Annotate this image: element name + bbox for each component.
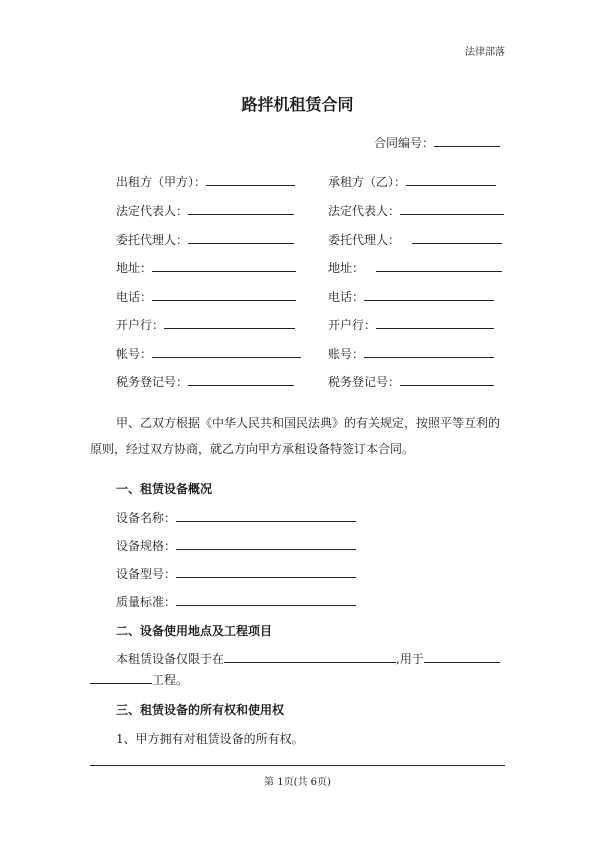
lessee-phone-blank[interactable] bbox=[364, 288, 494, 301]
equipment-model-blank[interactable] bbox=[176, 565, 356, 578]
lessor-address-field bbox=[116, 259, 296, 276]
quality-standard-field bbox=[116, 593, 356, 610]
lessor-tax-blank[interactable] bbox=[188, 373, 294, 386]
usage-project-line bbox=[90, 671, 188, 688]
header-brand: 法律部落 bbox=[465, 47, 505, 58]
lessee-address-blank[interactable] bbox=[376, 259, 502, 272]
lessor-name-field bbox=[116, 173, 295, 190]
lessee-agent-blank[interactable] bbox=[412, 231, 502, 244]
field-label: 质量标准： bbox=[116, 595, 177, 609]
usage-text-b: ,用于 bbox=[396, 652, 424, 666]
field-label: 法定代表人： bbox=[116, 204, 189, 218]
field-label: 电话： bbox=[328, 290, 365, 304]
lessee-phone-field bbox=[328, 288, 494, 305]
field-label: 账号： bbox=[328, 347, 365, 361]
lessor-address-blank[interactable] bbox=[152, 259, 296, 272]
section-1-title: 一、租赁设备概况 bbox=[116, 482, 213, 496]
lessor-agent-blank[interactable] bbox=[188, 231, 294, 244]
field-label: 法定代表人： bbox=[328, 204, 401, 218]
section-2-title: 二、设备使用地点及工程项目 bbox=[116, 624, 273, 638]
field-label: 委托代理人： bbox=[116, 233, 189, 247]
section-3-title: 三、租赁设备的所有权和使用权 bbox=[116, 703, 285, 717]
section-3-item-1: 1、甲方拥有对租赁设备的所有权。 bbox=[116, 732, 304, 746]
lessor-rep-blank[interactable] bbox=[188, 202, 294, 215]
field-label: 帐号： bbox=[116, 347, 153, 361]
lessee-rep-field bbox=[328, 202, 504, 219]
field-label: 税务登记号： bbox=[328, 375, 401, 389]
contract-number-field bbox=[374, 134, 500, 151]
equipment-name-field bbox=[116, 509, 356, 526]
page-number: 第 1页(共 6页) bbox=[264, 777, 331, 788]
usage-location-line bbox=[116, 650, 500, 667]
field-label: 承租方（乙）： bbox=[328, 175, 407, 189]
field-label: 地址： bbox=[328, 261, 365, 275]
lessee-name-blank[interactable] bbox=[406, 173, 496, 186]
lessor-rep-field bbox=[116, 202, 294, 219]
lessor-phone-blank[interactable] bbox=[152, 288, 296, 301]
lessor-phone-field bbox=[116, 288, 296, 305]
lessee-agent-field bbox=[328, 231, 502, 248]
field-label: 设备型号： bbox=[116, 567, 177, 581]
lessee-tax-field bbox=[328, 373, 494, 390]
footer-divider bbox=[90, 765, 505, 766]
intro-paragraph: 甲、乙双方根据《中华人民共和国民法典》的有关规定，按照平等互利的原则，经过双方协商，就乙方向甲方承租设备特签订本合同。 bbox=[90, 416, 501, 456]
field-label: 委托代理人： bbox=[328, 233, 401, 247]
lessee-account-blank[interactable] bbox=[364, 345, 494, 358]
field-label: 税务登记号： bbox=[116, 375, 189, 389]
field-label: 地址： bbox=[116, 261, 153, 275]
lessor-account-blank[interactable] bbox=[152, 345, 301, 358]
document-title: 路拌机租赁合同 bbox=[241, 95, 354, 114]
lessee-address-field bbox=[328, 259, 502, 276]
lessor-agent-field bbox=[116, 231, 294, 248]
quality-standard-blank[interactable] bbox=[176, 593, 356, 606]
lessee-bank-blank[interactable] bbox=[376, 316, 494, 329]
lessee-bank-field bbox=[328, 316, 494, 333]
lessor-bank-field bbox=[116, 316, 295, 333]
lessee-tax-blank[interactable] bbox=[400, 373, 494, 386]
usage-project-blank-2[interactable] bbox=[90, 671, 152, 684]
usage-text-a: 本租赁设备仅限于在 bbox=[116, 652, 225, 666]
lessee-rep-blank[interactable] bbox=[400, 202, 504, 215]
lessee-account-field bbox=[328, 345, 494, 362]
usage-project-blank[interactable] bbox=[424, 650, 500, 663]
lessor-name-blank[interactable] bbox=[206, 173, 295, 186]
field-label: 设备名称： bbox=[116, 511, 177, 525]
equipment-spec-blank[interactable] bbox=[176, 537, 356, 550]
lessor-bank-blank[interactable] bbox=[164, 316, 295, 329]
contract-number-blank[interactable] bbox=[434, 134, 500, 147]
field-label: 设备规格： bbox=[116, 539, 177, 553]
equipment-spec-field bbox=[116, 537, 356, 554]
field-label: 电话： bbox=[116, 290, 153, 304]
equipment-name-blank[interactable] bbox=[176, 509, 356, 522]
field-label: 开户行： bbox=[328, 318, 377, 332]
contract-number-label: 合同编号： bbox=[374, 136, 435, 150]
equipment-model-field bbox=[116, 565, 356, 582]
usage-location-blank[interactable] bbox=[224, 650, 396, 663]
lessee-name-field bbox=[328, 173, 496, 190]
lessor-tax-field bbox=[116, 373, 294, 390]
usage-text-c: 工程。 bbox=[152, 673, 189, 687]
field-label: 开户行： bbox=[116, 318, 165, 332]
field-label: 出租方（甲方）： bbox=[116, 175, 207, 189]
lessor-account-field bbox=[116, 345, 301, 362]
